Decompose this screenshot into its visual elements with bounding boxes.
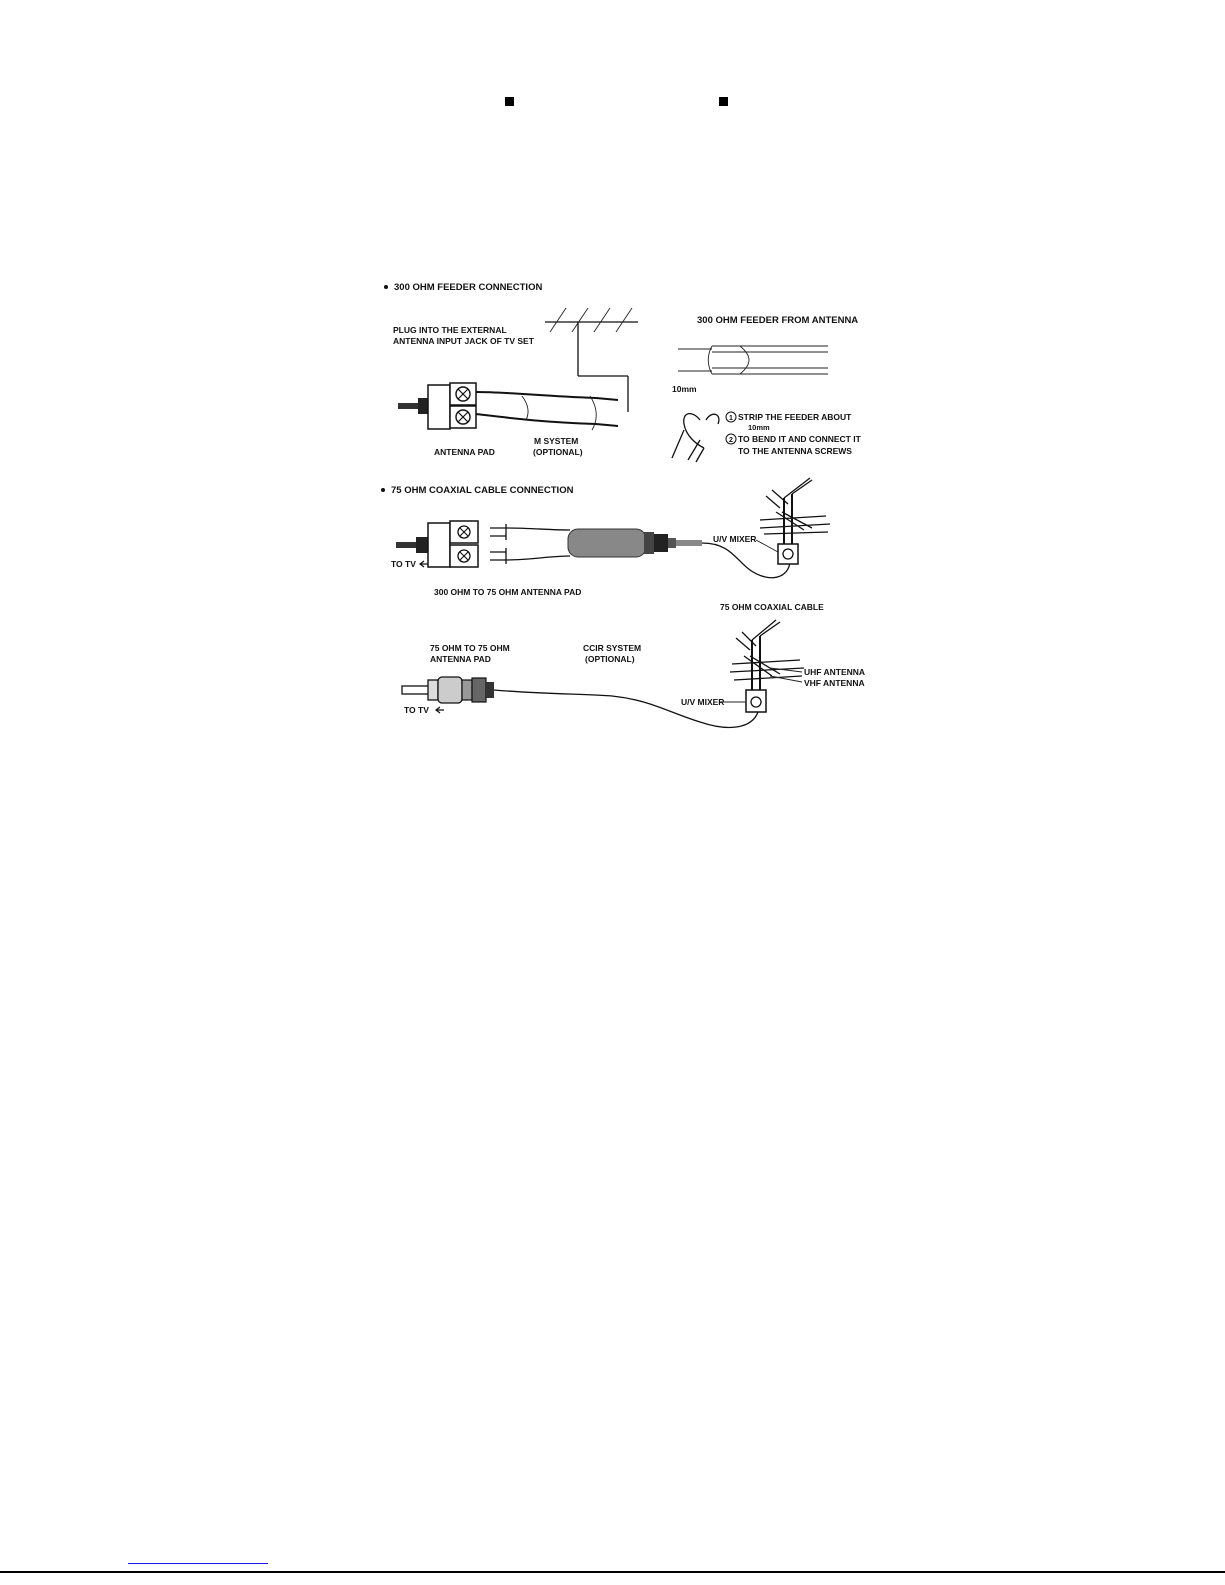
pad-75-label-line1: 75 OHM TO 75 OHM [430,643,510,653]
feeder-ribbon-300 [476,392,618,430]
antenna-pad-label: ANTENNA PAD [434,447,495,457]
to-tv-arrow-2 [436,707,444,713]
antenna-pad-75-to-75 [402,677,494,703]
uhf-antenna-label: UHF ANTENNA [804,667,866,677]
uv-mixer-label-1: U/V MIXER [713,534,757,544]
coaxial-cable-label: 75 OHM COAXIAL CABLE [720,602,824,612]
section-bullet-300 [384,285,388,289]
coax-cable-1 [702,543,790,578]
uv-mixer-label-2: U/V MIXER [681,697,725,707]
step1-length: 10mm [748,423,770,432]
m-system-optional: (OPTIONAL) [533,447,583,457]
pad-300-to-75-label: 300 OHM TO 75 OHM ANTENNA PAD [434,587,582,597]
plug-label-line1: PLUG INTO THE EXTERNAL [393,325,507,335]
step1-number: 1 [729,415,733,422]
step2-text-line1: TO BEND IT AND CONNECT IT [738,434,861,444]
vhf-antenna-label: VHF ANTENNA [804,678,865,688]
m-system-label: M SYSTEM [534,436,579,446]
to-tv-label-2: TO TV [404,705,429,715]
section-title-75-ohm: 75 OHM COAXIAL CABLE CONNECTION [391,485,574,496]
pad-75-label-line2: ANTENNA PAD [430,654,491,664]
antenna-mast-1 [760,478,830,564]
to-tv-arrow-1 [420,561,428,567]
feeder-from-antenna-label: 300 OHM FEEDER FROM ANTENNA [697,315,859,326]
section-title-300-ohm: 300 OHM FEEDER CONNECTION [394,282,543,293]
feeder-strip-detail [678,346,828,374]
strip-length-label: 10mm [672,384,697,394]
ccir-system-optional: (OPTIONAL) [585,654,635,664]
antenna-pad-300 [398,383,476,429]
footer-link-underline[interactable] [128,1563,268,1564]
plug-label-line2: ANTENNA INPUT JACK OF TV SET [393,336,534,346]
ccir-system-label: CCIR SYSTEM [583,643,642,653]
to-tv-label-1: TO TV [391,559,416,569]
step2-text-line2: TO THE ANTENNA SCREWS [738,446,852,456]
step1-text: STRIP THE FEEDER ABOUT [738,412,852,422]
section-bullet-75 [381,488,385,492]
coax-cable-2 [494,690,758,727]
antenna-mast-2 [730,620,804,712]
footer-rule [0,1571,1225,1573]
bent-wire-illustration [672,414,719,462]
step2-number: 2 [729,437,733,444]
balun-transformer [490,524,702,564]
